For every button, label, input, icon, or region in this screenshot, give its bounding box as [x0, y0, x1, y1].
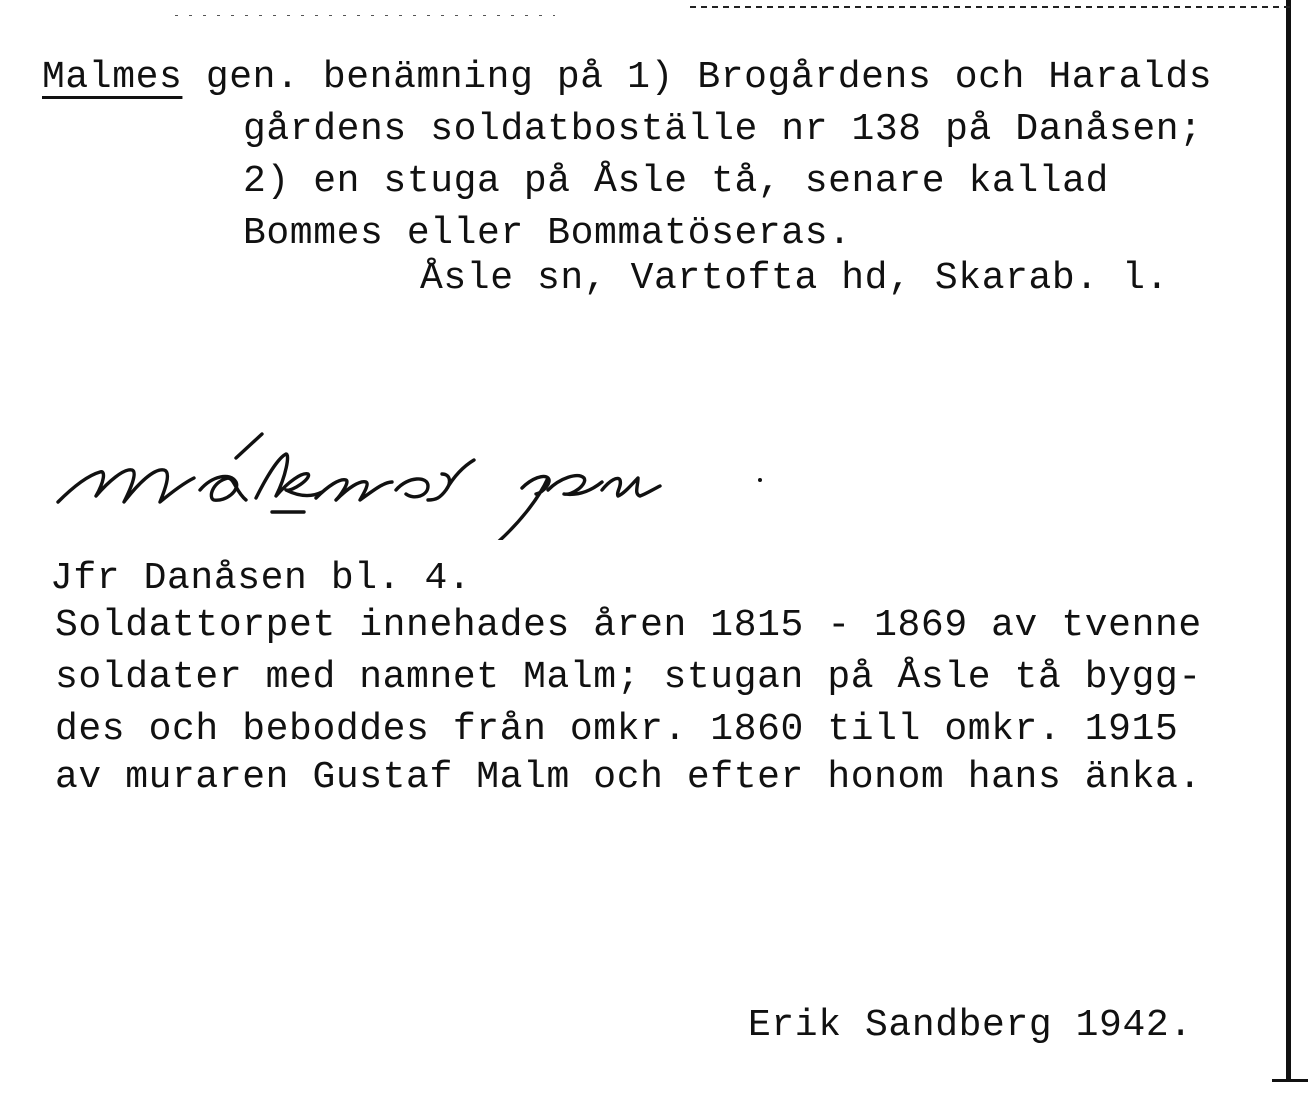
card-right-edge — [1286, 0, 1291, 1082]
entry-line-3: 2) en stuga på Åsle tå, senare kallad — [243, 160, 1109, 203]
entry-location: Åsle sn, Vartofta hd, Skarab. l. — [420, 257, 1169, 300]
author-signature: Erik Sandberg 1942. — [748, 1004, 1193, 1047]
handwritten-pronunciation-icon — [40, 420, 800, 540]
note-line-3: soldater med namnet Malm; stugan på Åsle tå bygg- — [55, 656, 1202, 699]
card-top-edge — [690, 6, 1290, 8]
entry-line-2: gårdens soldatboställe nr 138 på Danåsen; — [243, 108, 1203, 151]
entry-headword: Malmes — [42, 56, 183, 99]
note-line-4: des och beboddes från omkr. 1860 till omkr. 1915 — [55, 708, 1179, 751]
note-line-1: Jfr Danåsen bl. 4. — [50, 557, 472, 600]
entry-line-4: Bommes eller Bommatöseras. — [243, 212, 852, 255]
note-line-5: av muraren Gustaf Malm och efter honom hans änka. — [55, 756, 1202, 799]
note-line-2: Soldattorpet innehades åren 1815 - 1869 av tvenne — [55, 604, 1202, 647]
entry-definition-start: gen. benämning på 1) Brogårdens och Haralds — [182, 56, 1213, 99]
card-bottom-edge — [1272, 1079, 1308, 1082]
entry-line-1 — [42, 52, 1212, 104]
card-top-left-edge — [175, 15, 555, 16]
